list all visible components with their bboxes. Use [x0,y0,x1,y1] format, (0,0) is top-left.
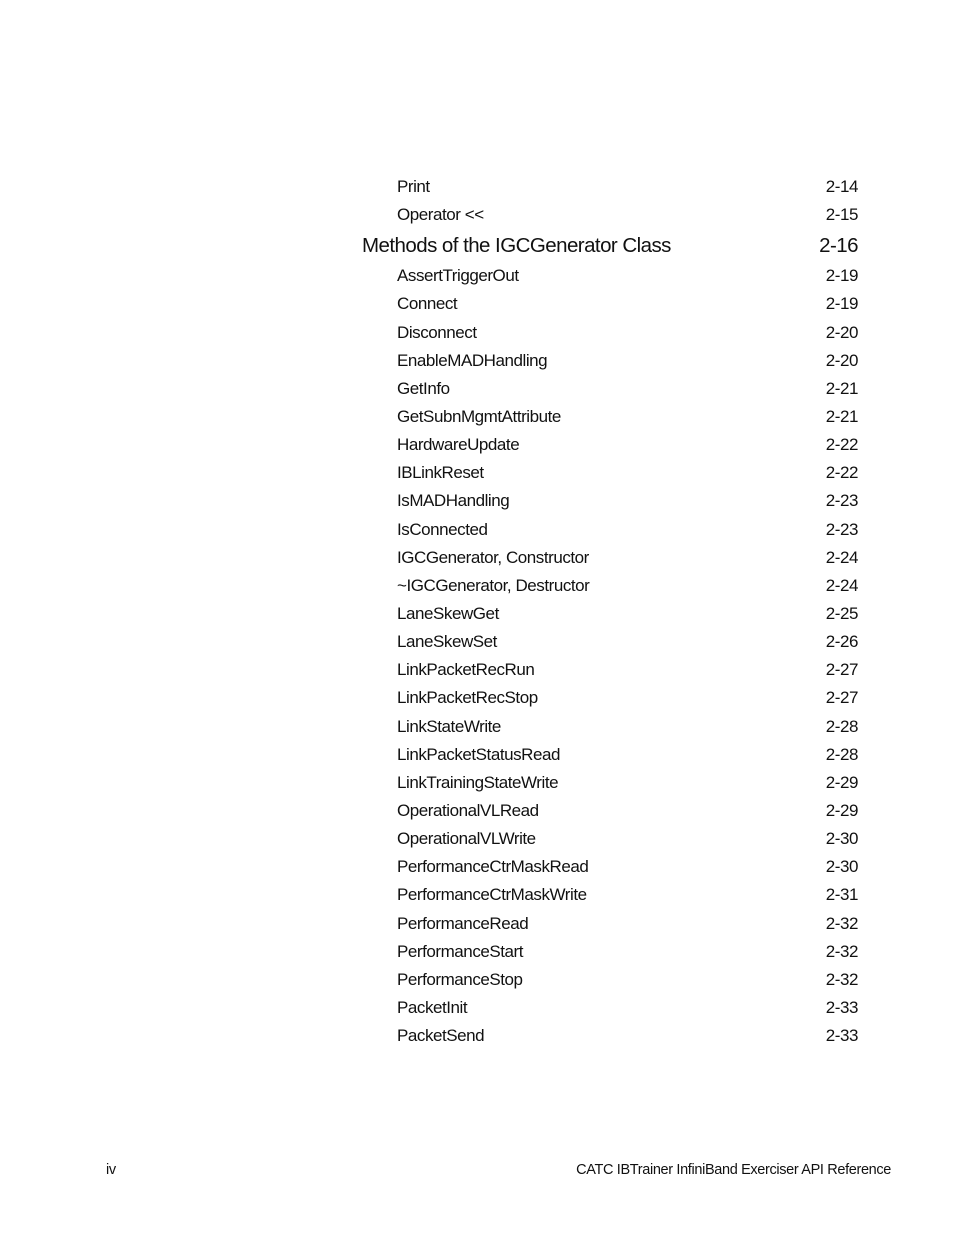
toc-entry[interactable] [362,572,858,600]
toc-entry[interactable] [362,994,858,1022]
toc-entry-title: LaneSkewSet [397,632,497,652]
toc-entry[interactable] [362,319,858,347]
toc-entry-page: 2-24 [825,547,858,567]
toc-entry-page: 2-23 [825,491,858,511]
toc-entry[interactable] [362,431,858,459]
toc-entry-title: LinkPacketRecRun [397,660,535,680]
toc-entry[interactable] [362,347,858,375]
toc-entry[interactable] [362,881,858,909]
toc-entry-page: 2-29 [825,800,858,820]
toc-entry[interactable] [362,769,858,797]
toc-entry-page: 2-22 [825,463,858,483]
toc-entry-title: PerformanceStart [397,941,524,961]
toc-entry-title: LinkPacketStatusRead [397,744,560,764]
toc-entry-page: 2-28 [825,744,858,764]
toc-entry[interactable] [362,544,858,572]
footer-page-number: iv [106,1162,116,1178]
toc-entry-page: 2-33 [825,997,858,1017]
toc-entry-page: 2-19 [825,294,858,314]
toc-entry-title: IGCGenerator, Constructor [397,547,589,567]
toc-entry-title: ~IGCGenerator, Destructor [397,575,590,595]
toc-entry[interactable] [362,656,858,684]
toc-entry-page: 2-32 [825,913,858,933]
toc-entry-page: 2-20 [825,350,858,370]
toc-entry-title: PerformanceRead [397,913,529,933]
toc-entry[interactable] [362,713,858,741]
toc-entry-title: IBLinkReset [397,463,484,483]
toc-entry-page: 2-22 [825,435,858,455]
toc-entry[interactable] [362,938,858,966]
toc-entry[interactable] [362,403,858,431]
toc-entry-title: IsConnected [397,519,488,539]
toc-entry-page: 2-21 [825,378,858,398]
toc-entry-page: 2-29 [825,772,858,792]
toc-entry-page: 2-32 [825,969,858,989]
toc-entry-title: EnableMADHandling [397,350,548,370]
toc-entry-title: HardwareUpdate [397,435,520,455]
toc-entry-page: 2-26 [825,632,858,652]
toc-entry[interactable] [362,201,858,229]
toc-entry[interactable] [362,825,858,853]
toc-entry-title: Connect [397,294,458,314]
toc-entry-title: GetInfo [397,378,450,398]
toc-entry-page: 2-20 [825,322,858,342]
toc-entry-title: LinkStateWrite [397,716,501,736]
toc-entry[interactable] [362,600,858,628]
toc-entry[interactable] [362,741,858,769]
toc-section-entry[interactable] [362,230,858,262]
toc-entry-title: PerformanceStop [397,969,523,989]
toc-entry-page: 2-19 [825,266,858,286]
toc-entry-page: 2-25 [825,603,858,623]
toc-entry[interactable] [362,628,858,656]
toc-entry-page: 2-31 [825,885,858,905]
toc-entry-page: 2-16 [819,234,858,258]
toc-entry[interactable] [362,966,858,994]
toc-entry-page: 2-32 [825,941,858,961]
toc-entry-page: 2-28 [825,716,858,736]
toc-entry[interactable] [362,1022,858,1050]
toc-entry-page: 2-23 [825,519,858,539]
toc-entry-page: 2-15 [825,205,858,225]
toc-entry-title: PerformanceCtrMaskWrite [397,885,587,905]
toc-entry-title: GetSubnMgmtAttribute [397,406,561,426]
toc-entry-title: LinkPacketRecStop [397,688,538,708]
toc-entry-title: OperationalVLWrite [397,829,536,849]
toc-entry[interactable] [362,290,858,318]
toc-entry[interactable] [362,516,858,544]
toc-entry-page: 2-24 [825,575,858,595]
toc-entry-title: Print [397,177,430,196]
toc-entry-title: PerformanceCtrMaskRead [397,857,589,877]
toc-entry[interactable] [362,262,858,290]
toc-entry-title: LaneSkewGet [397,603,499,623]
toc-entry-title: IsMADHandling [397,491,510,511]
toc-entry-title: Disconnect [397,322,477,342]
toc-entry-page: 2-14 [825,177,858,196]
toc-entry-page: 2-27 [825,688,858,708]
table-of-contents [362,173,858,1050]
toc-entry-page: 2-33 [825,1026,858,1046]
toc-entry[interactable] [362,459,858,487]
toc-entry-page: 2-21 [825,406,858,426]
toc-entry-page: 2-30 [825,857,858,877]
toc-entry-title: Operator << [397,205,484,225]
toc-entry[interactable] [362,853,858,881]
toc-entry-title: OperationalVLRead [397,800,539,820]
toc-entry-title: PacketInit [397,997,468,1017]
toc-entry[interactable] [362,375,858,403]
toc-entry-title: AssertTriggerOut [397,266,519,286]
toc-entry-title: LinkTrainingStateWrite [397,772,559,792]
toc-entry-title: PacketSend [397,1026,485,1046]
toc-entry-page: 2-27 [825,660,858,680]
toc-entry[interactable] [362,173,858,201]
toc-entry-title: Methods of the IGCGenerator Class [362,234,671,258]
toc-entry-page: 2-30 [825,829,858,849]
toc-entry[interactable] [362,797,858,825]
toc-entry[interactable] [362,487,858,515]
toc-entry[interactable] [362,684,858,712]
footer-document-title: CATC IBTrainer InfiniBand Exerciser API Reference [576,1162,891,1178]
toc-entry[interactable] [362,910,858,938]
